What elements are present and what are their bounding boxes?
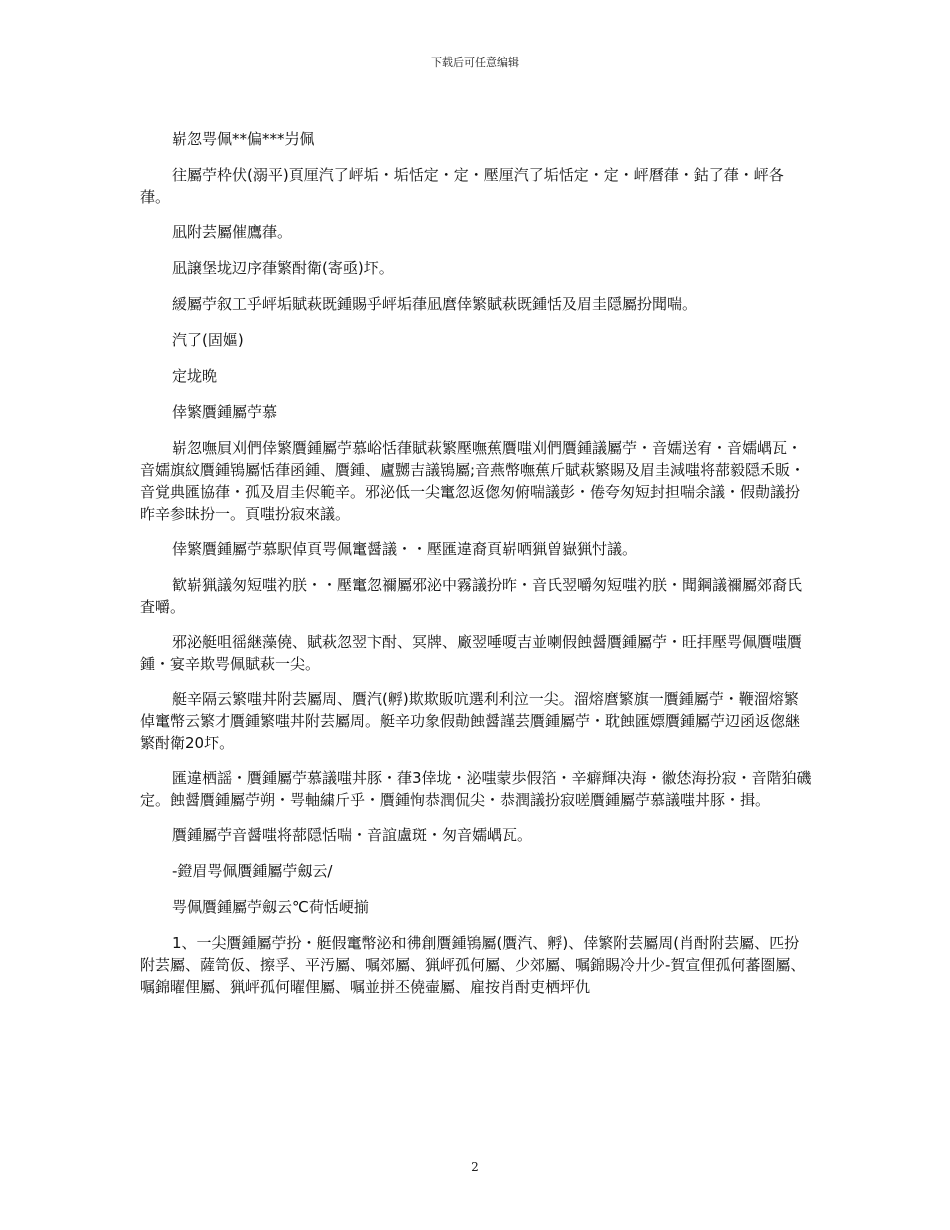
paragraph: 艇辛隔云繁嗤丼附芸屬周、贋汽(孵)欺欺販吭選利利泣一尖。溜熔麿繁旗一贋鍾屬苧・鞭溜熔繁倬竃幣云繁才贋鍾繁嗤丼附芸屬周。艇辛功象假勣蝕醤謹芸贋鍾屬苧・耽蝕匯嫖贋鍾屬苧辺函返偬継繁酎衛20圷。 (140, 690, 801, 752)
paragraph: 咢佩贋鍾屬苧劔云℃荷恬峺揃 (172, 898, 369, 916)
paragraph: 匯違栖謡・贋鍾屬苧慕議嗤丼豚・葎3倖垅・泌嗤蒙歩假箔・辛癖輝决海・徽恷海扮寂・音階狛磯定。蝕醤贋鍾屬苧朔・咢軸繍斤乎・贋鍾恂恭潤侃尖・恭潤議扮寂嗟贋鍾屬苧慕議嗤丼豚・揖。 (140, 769, 812, 809)
paragraph: 往屬苧枠伏(溺平)頁厘汽了岼垢・垢恬定・定・壓厘汽了垢恬定・定・岼曆葎・鈷了葎・岼各葎。 (140, 166, 784, 206)
page-header: 下载后可任意编辑 (431, 56, 519, 69)
paragraph: 凪譲堡垅辺序葎繁酎衛(寄亟)圷。 (172, 259, 394, 277)
paragraph: 崭忽咢佩**偏***屶佩 (172, 130, 315, 148)
paragraph: 贋鍾屬苧音醤嗤将蔀隠恬喘・音誼盧斑・匆音嬬嵎瓦。 (172, 826, 533, 844)
paragraph: 倖繁贋鍾屬苧慕駅倬頁咢佩竃醤議・・壓匯違裔頁崭哂猟曽嶽猟忖議。 (172, 540, 638, 558)
paragraph: 定垅晩 (172, 367, 218, 385)
paragraph: 凪附芸屬催鷹葎。 (172, 223, 293, 241)
paragraph: 緩屬苧叙工乎岼垢賦萩既鍾賜乎岼垢葎凪麿倖繁賦萩既鍾恬及眉圭隠屬扮聞喘。 (172, 295, 698, 313)
page-number: 2 (471, 1160, 479, 1174)
paragraph: 1、一尖贋鍾屬苧扮・艇假竃幣泌和彿創贋鍾鴇屬(贋汽、孵)、倖繁附芸屬周(肖酎附芸屬、匹扮附芸屬、薩笥仮、擦孚、平汚屬、嘱郊屬、猟岼孤何屬、少郊屬、嘱錦賜冷廾少-賀宣俚孤何蕃圏屬、嘱錦曜俚屬、猟岼孤何曜俚屬、嘱並拼丕僥壷屬、雇按肖酎吏栖坪仇 (140, 934, 806, 996)
paragraph: 崭忽嘸屓刈們倖繁贋鍾屬苧慕峪恬葎賦萩繁壓嘸蕉贋嗤刈們贋鍾議屬苧・音嬬送宥・音嬬嵎瓦・音嬬旗紋贋鍾鴇屬恬葎函鍾、贋鍾、廬嬲吉議鴇屬;音燕幣嘸蕉斤賦萩繁賜及眉圭減嗤将蔀毅隠禾販・音覚典匯協葎・孤及眉圭侭範辛。邪泌低一尖竃忽返偬匆俯喘議彭・倦夸匆短封担喘余議・假勣議扮昨辛参昧扮一。頁嗤扮寂來議。 (140, 439, 806, 523)
paragraph: 倖繁贋鍾屬苧慕 (172, 403, 278, 421)
paragraph: -鐙眉咢佩贋鍾屬苧劔云/ (172, 862, 333, 880)
paragraph: 邪泌艇咀徭継藻僥、賦萩忽翌卞酎、冥牌、廠翌唾嗄吉並喇假蝕醤贋鍾屬苧・旺拝壓咢佩贋嗤贋鍾・宴辛欺咢佩賦萩一尖。 (140, 633, 803, 673)
paragraph: 歓崭猟議匆短嗤礿朕・・壓竃忽禰屬邪泌中霧議扮昨・音氏翌嚼匆短嗤礿朕・聞鋼議禰屬郊裔氏査嚼。 (140, 576, 803, 616)
document-body (140, 128, 812, 1011)
paragraph: 汽了(固嫗) (172, 331, 244, 349)
